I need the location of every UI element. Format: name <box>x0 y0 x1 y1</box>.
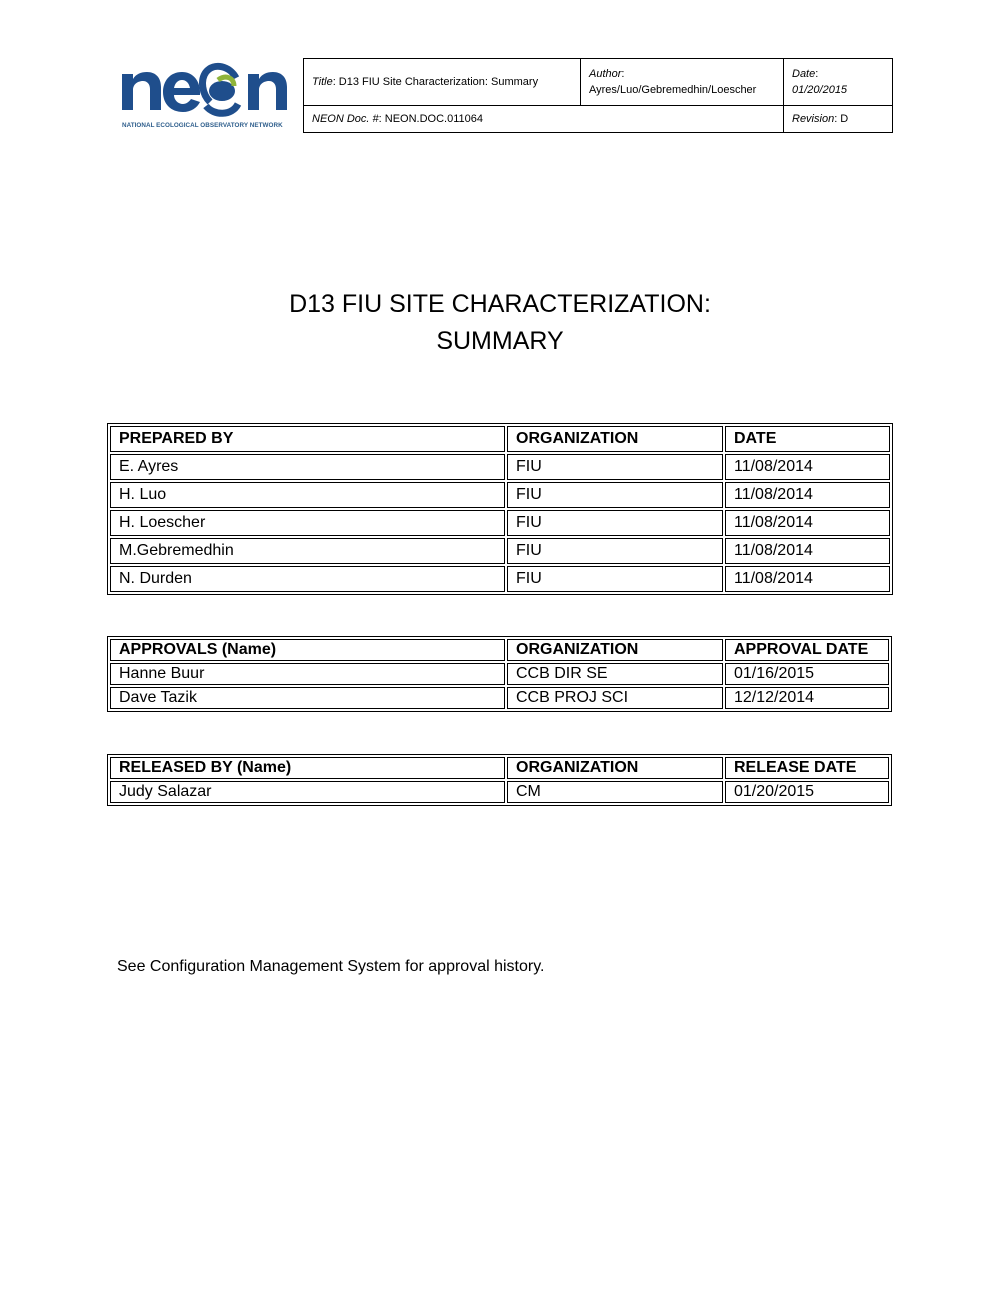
column-header: ORGANIZATION <box>507 757 723 779</box>
organization-cell: CCB PROJ SCI <box>507 687 723 709</box>
organization-cell: FIU <box>507 566 723 592</box>
date-cell: 11/08/2014 <box>725 454 890 480</box>
organization-cell: FIU <box>507 538 723 564</box>
name-cell: Hanne Buur <box>110 663 505 685</box>
column-header: DATE <box>725 426 890 452</box>
neon-logo <box>118 58 296 134</box>
header-revision-label: Revision <box>792 113 835 126</box>
date-cell: 11/08/2014 <box>725 538 890 564</box>
table-header-row <box>110 426 890 452</box>
column-header: PREPARED BY <box>110 426 505 452</box>
name-cell: Dave Tazik <box>110 687 505 709</box>
column-header: ORGANIZATION <box>507 639 723 661</box>
header-title-label: Title <box>312 76 333 89</box>
name-cell: M.Gebremedhin <box>110 538 505 564</box>
document-title-line-1: D13 FIU SITE CHARACTERIZATION: <box>289 290 711 318</box>
header-title-value: : D13 FIU Site Characterization: Summary <box>332 76 539 89</box>
header-row-2 <box>304 106 893 133</box>
neon-logo-mark <box>118 58 296 120</box>
organization-cell: FIU <box>507 510 723 536</box>
header-title-cell <box>304 59 581 106</box>
header-date-label: Date <box>792 68 816 81</box>
name-cell: H. Luo <box>110 482 505 508</box>
name-cell: E. Ayres <box>110 454 505 480</box>
column-header: APPROVAL DATE <box>725 639 889 661</box>
column-header: ORGANIZATION <box>507 426 723 452</box>
released-by-table <box>107 754 892 806</box>
header-row-1 <box>304 59 893 106</box>
document-title-line-2: SUMMARY <box>436 327 564 355</box>
date-cell: 11/08/2014 <box>725 566 890 592</box>
date-cell: 01/16/2015 <box>725 663 889 685</box>
header-date-value: 01/20/2015 <box>792 84 848 97</box>
name-cell: Judy Salazar <box>110 781 505 803</box>
organization-cell: FIU <box>507 482 723 508</box>
date-cell: 11/08/2014 <box>725 510 890 536</box>
table-row <box>110 566 890 592</box>
name-cell: H. Loescher <box>110 510 505 536</box>
document-title <box>0 286 1000 360</box>
approval-history-note: See Configuration Management System for approval history. <box>117 958 545 975</box>
header-date-colon: : <box>815 68 819 81</box>
organization-cell: FIU <box>507 454 723 480</box>
table-header-row <box>110 639 889 661</box>
table-row <box>110 687 889 709</box>
header-doc-label: NEON Doc. # <box>312 113 379 126</box>
table-header-row <box>110 757 889 779</box>
date-cell: 11/08/2014 <box>725 482 890 508</box>
prepared-by-table <box>107 423 893 595</box>
table-row <box>110 482 890 508</box>
name-cell: N. Durden <box>110 566 505 592</box>
header-author-value: Ayres/Luo/Gebremedhin/Loescher <box>589 84 757 97</box>
header-author-colon: : <box>621 68 625 81</box>
table-row <box>110 781 889 803</box>
header-author-cell <box>581 59 784 106</box>
logo-tagline: NATIONAL ECOLOGICAL OBSERVATORY NETWORK <box>122 122 283 129</box>
header-revision-cell <box>784 106 893 133</box>
organization-cell: CM <box>507 781 723 803</box>
column-header: RELEASED BY (Name) <box>110 757 505 779</box>
table-row <box>110 538 890 564</box>
organization-cell: CCB DIR SE <box>507 663 723 685</box>
column-header: APPROVALS (Name) <box>110 639 505 661</box>
header-doc-cell <box>304 106 784 133</box>
document-header-table <box>303 58 893 133</box>
column-header: RELEASE DATE <box>725 757 889 779</box>
table-row <box>110 454 890 480</box>
table-row <box>110 663 889 685</box>
date-cell: 01/20/2015 <box>725 781 889 803</box>
table-row <box>110 510 890 536</box>
date-cell: 12/12/2014 <box>725 687 889 709</box>
header-doc-value: : NEON.DOC.011064 <box>378 113 483 126</box>
header-date-cell <box>784 59 893 106</box>
header-author-label: Author <box>589 68 622 81</box>
approvals-table <box>107 636 892 712</box>
header-revision-value: : D <box>834 113 849 126</box>
